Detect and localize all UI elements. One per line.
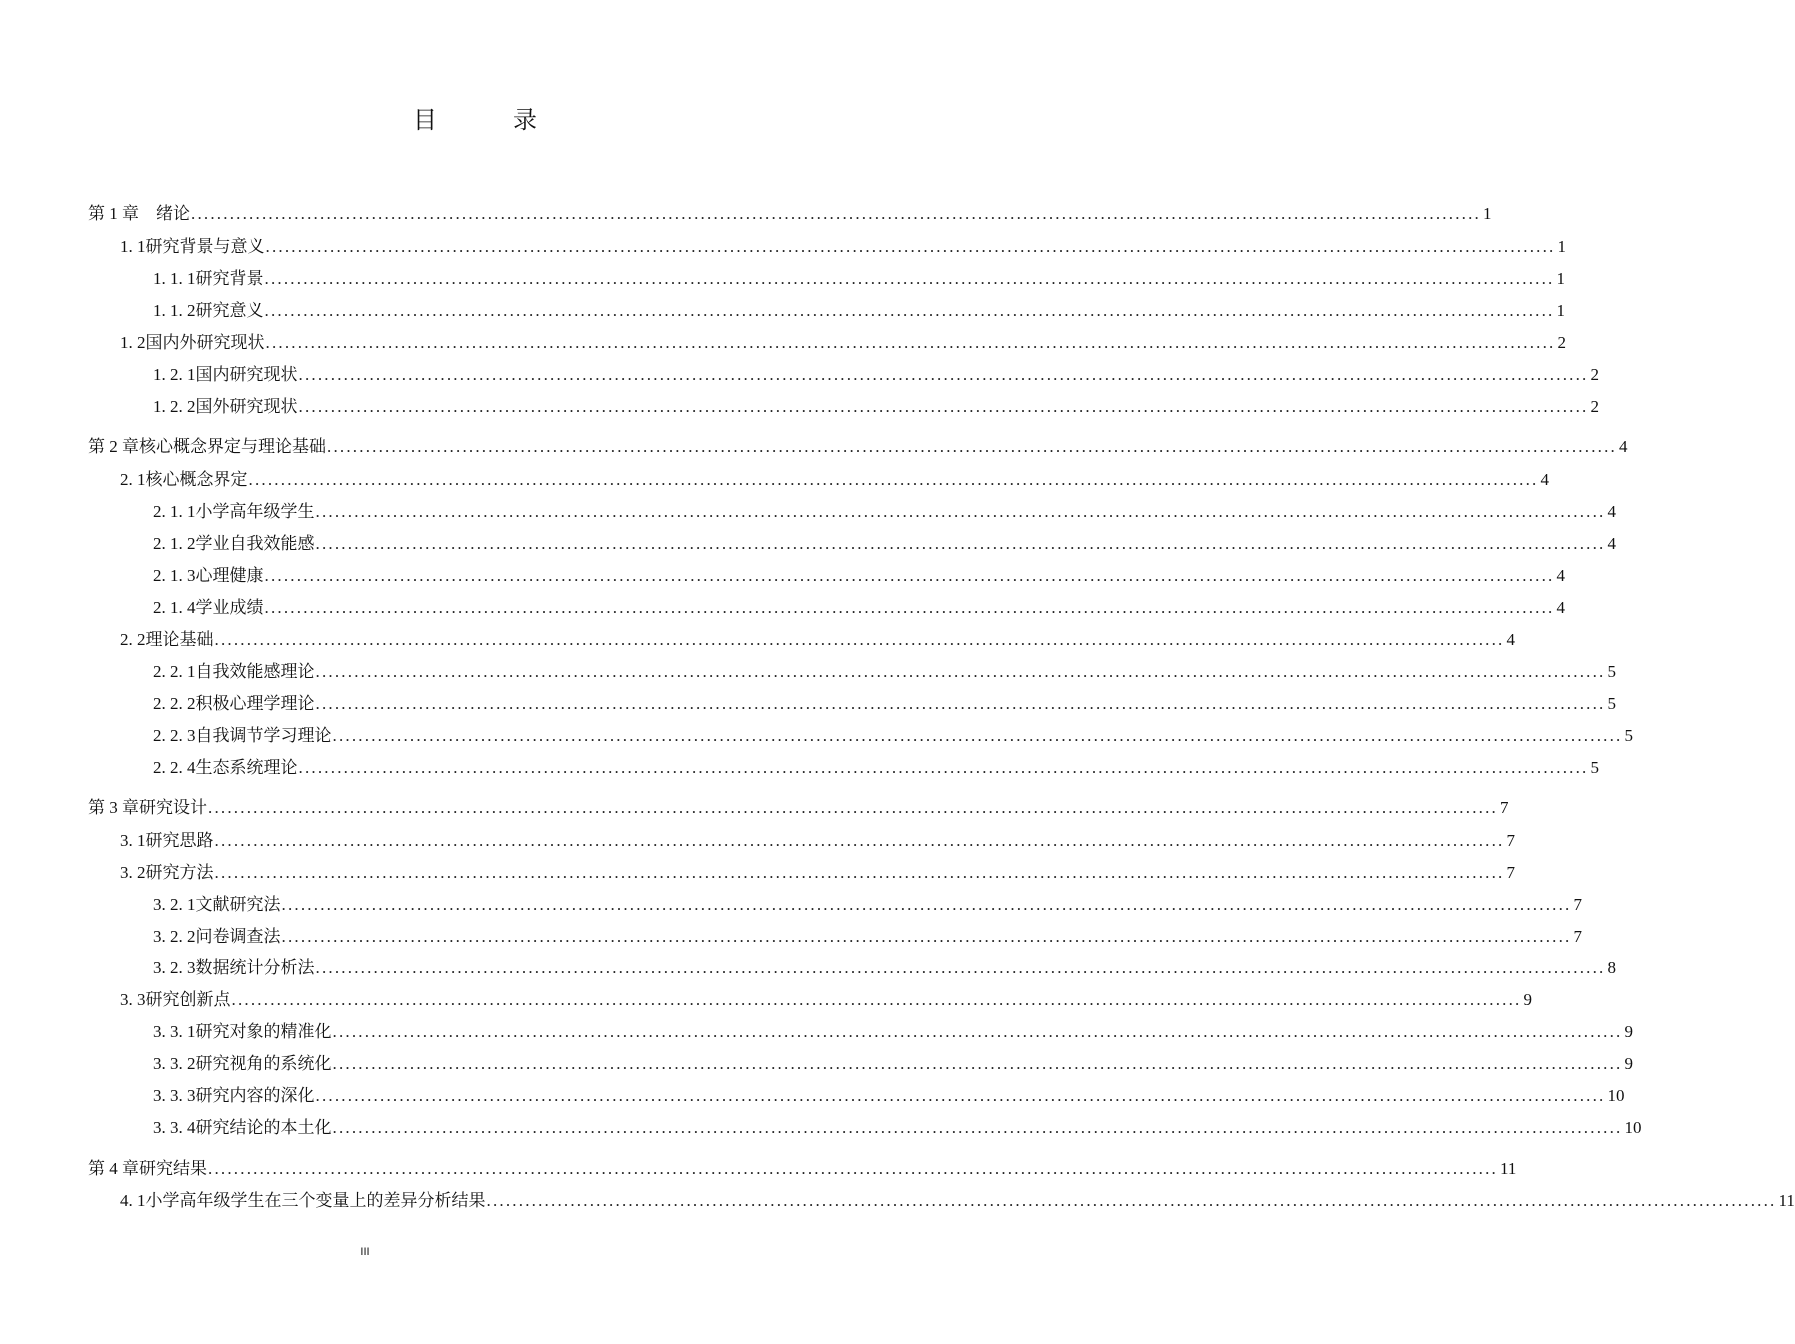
toc-entry-page: 10: [1607, 1086, 1625, 1105]
toc-entry-title: 研究方法: [145, 863, 214, 882]
toc-entry-title: 小学高年级学生在三个变量上的差异分析结果: [145, 1191, 486, 1210]
dot-leader: ........................................................................................................................................................................................................: [332, 1118, 1623, 1137]
toc-entry-title: 研究结论的本土化: [195, 1118, 332, 1137]
toc-entry-page: 7: [1500, 798, 1509, 817]
toc-entry-number: 第 1 章: [88, 204, 139, 223]
toc-entry-title: 国内研究现状: [195, 365, 298, 384]
toc-entry-number: 2. 2. 2: [153, 694, 196, 713]
toc-subsection-entry[interactable]: [153, 267, 1565, 291]
toc-entry-page: 5: [1624, 726, 1633, 745]
toc-entry-number: 2. 2. 4: [153, 758, 196, 777]
toc-entry-number: 3. 3. 2: [153, 1054, 196, 1073]
toc-chapter-entry[interactable]: [88, 202, 1492, 226]
toc-entry-title: 核心概念界定: [145, 470, 248, 489]
toc-entry-number: 1. 1. 2: [153, 301, 196, 320]
toc-entry-page: 1: [1483, 204, 1492, 223]
toc-entry-page: 4: [1506, 630, 1515, 649]
toc-entry-number: 2. 1. 1: [153, 502, 196, 521]
toc-entry-page: 2: [1590, 397, 1599, 416]
dot-leader: ........................................................................................................................................................................................................: [248, 470, 1539, 489]
toc-entry-number: 3. 3. 1: [153, 1022, 196, 1041]
toc-entry-number: 3. 3. 4: [153, 1118, 196, 1137]
toc-subsection-entry[interactable]: [153, 1084, 1625, 1108]
toc-subsection-entry[interactable]: [153, 596, 1565, 620]
toc-entry-page: 1: [1556, 269, 1565, 288]
dot-leader: ........................................................................................................................................................................................................: [264, 269, 1555, 288]
toc-section-entry[interactable]: [120, 1189, 1795, 1213]
toc-entry-title: 问卷调查法: [195, 927, 281, 946]
toc-subsection-entry[interactable]: [153, 1020, 1633, 1044]
dot-leader: ........................................................................................................................................................................................................: [214, 863, 1505, 882]
toc-section-entry[interactable]: [120, 628, 1515, 652]
toc-entry-page: 4: [1607, 502, 1616, 521]
toc-entry-title: 绪论: [139, 204, 190, 223]
dot-leader: ........................................................................................................................................................................................................: [208, 798, 1498, 817]
toc-entry-number: 1. 1. 1: [153, 269, 196, 288]
toc-entry-page: 1: [1556, 301, 1565, 320]
dot-leader: ........................................................................................................................................................................................................: [327, 437, 1617, 456]
toc-entry-number: 3. 2: [120, 863, 146, 882]
dot-leader: ........................................................................................................................................................................................................: [298, 758, 1589, 777]
toc-entry-title: 生态系统理论: [195, 758, 298, 777]
toc-subsection-entry[interactable]: [153, 925, 1582, 949]
toc-subsection-entry[interactable]: [153, 660, 1616, 684]
toc-entry-title: 心理健康: [195, 566, 264, 585]
toc-entry-title: 自我效能感理论: [195, 662, 315, 681]
toc-subsection-entry[interactable]: [153, 532, 1616, 556]
toc-section-entry[interactable]: [120, 861, 1515, 885]
toc-entry-page: 10: [1624, 1118, 1642, 1137]
toc-entry-number: 1. 2. 2: [153, 397, 196, 416]
toc-entry-title: 研究思路: [145, 831, 214, 850]
toc-entry-title: 学业成绩: [195, 598, 264, 617]
toc-subsection-entry[interactable]: [153, 395, 1599, 419]
toc-entry-page: 9: [1523, 990, 1532, 1009]
dot-leader: ........................................................................................................................................................................................................: [315, 1086, 1606, 1105]
toc-entry-number: 1. 1: [120, 237, 146, 256]
toc-entry-page: 2: [1557, 333, 1566, 352]
dot-leader: ........................................................................................................................................................................................................: [264, 598, 1555, 617]
toc-entry-number: 2. 2. 1: [153, 662, 196, 681]
toc-subsection-entry[interactable]: [153, 692, 1616, 716]
toc-entry-title: 研究内容的深化: [195, 1086, 315, 1105]
toc-entry-number: 2. 1. 4: [153, 598, 196, 617]
toc-entry-number: 2. 1. 3: [153, 566, 196, 585]
toc-entry-page: 4: [1607, 534, 1616, 553]
toc-entry-title: 研究结果: [139, 1159, 207, 1178]
toc-entry-page: 11: [1778, 1191, 1795, 1210]
dot-leader: ........................................................................................................................................................................................................: [315, 502, 1606, 521]
toc-entry-title: 国内外研究现状: [145, 333, 265, 352]
toc-entry-page: 4: [1619, 437, 1628, 456]
toc-entry-page: 7: [1506, 831, 1515, 850]
dot-leader: ........................................................................................................................................................................................................: [332, 726, 1623, 745]
toc-entry-number: 第 2 章: [88, 437, 139, 456]
toc-entry-number: 第 3 章: [88, 798, 139, 817]
dot-leader: ........................................................................................................................................................................................................: [191, 204, 1481, 223]
toc-subsection-entry[interactable]: [153, 724, 1633, 748]
toc-entry-number: 3. 2. 1: [153, 895, 196, 914]
toc-entry-title: 自我调节学习理论: [195, 726, 332, 745]
dot-leader: ........................................................................................................................................................................................................: [214, 831, 1505, 850]
toc-entry-page: 7: [1573, 927, 1582, 946]
toc-entry-page: 4: [1556, 566, 1565, 585]
toc-entry-number: 2. 1: [120, 470, 146, 489]
toc-entry-number: 1. 2. 1: [153, 365, 196, 384]
toc-entry-page: 7: [1506, 863, 1515, 882]
toc-section-entry[interactable]: [120, 988, 1532, 1012]
toc-entry-title: 研究创新点: [145, 990, 231, 1009]
toc-subsection-entry[interactable]: [153, 893, 1582, 917]
dot-leader: ........................................................................................................................................................................................................: [264, 566, 1555, 585]
toc-entry-title: 研究设计: [139, 798, 207, 817]
toc-entry-page: 9: [1624, 1022, 1633, 1041]
toc-section-entry[interactable]: [120, 235, 1566, 259]
toc-section-entry[interactable]: [120, 331, 1566, 355]
toc-subsection-entry[interactable]: [153, 363, 1599, 387]
toc-entry-page: 11: [1500, 1159, 1517, 1178]
toc-subsection-entry[interactable]: [153, 500, 1616, 524]
toc-entry-number: 1. 2: [120, 333, 146, 352]
toc-entry-number: 3. 3. 3: [153, 1086, 196, 1105]
toc-entry-page: 1: [1557, 237, 1566, 256]
toc-chapter-entry[interactable]: [88, 796, 1509, 820]
dot-leader: ........................................................................................................................................................................................................: [264, 301, 1555, 320]
toc-entry-title: 研究背景与意义: [145, 237, 265, 256]
dot-leader: ........................................................................................................................................................................................................: [315, 694, 1606, 713]
toc-subsection-entry[interactable]: [153, 564, 1565, 588]
toc-entry-number: 2. 2. 3: [153, 726, 196, 745]
toc-chapter-entry[interactable]: [88, 435, 1628, 459]
toc-entry-number: 3. 2. 3: [153, 958, 196, 977]
toc-chapter-entry[interactable]: [88, 1157, 1517, 1181]
toc-entry-title: 理论基础: [145, 630, 214, 649]
toc-entry-title: 数据统计分析法: [195, 958, 315, 977]
toc-entry-page: 4: [1556, 598, 1565, 617]
toc-entry-title: 核心概念界定与理论基础: [139, 437, 326, 456]
dot-leader: ........................................................................................................................................................................................................: [315, 958, 1606, 977]
toc-title: 目 录: [413, 108, 563, 134]
toc-section-entry[interactable]: [120, 829, 1515, 853]
dot-leader: ........................................................................................................................................................................................................: [332, 1022, 1623, 1041]
dot-leader: ........................................................................................................................................................................................................: [298, 397, 1589, 416]
toc-subsection-entry[interactable]: [153, 299, 1565, 323]
toc-entry-number: 3. 2. 2: [153, 927, 196, 946]
dot-leader: ........................................................................................................................................................................................................: [265, 333, 1556, 352]
toc-section-entry[interactable]: [120, 468, 1549, 492]
toc-subsection-entry[interactable]: [153, 756, 1599, 780]
toc-entry-page: 2: [1590, 365, 1599, 384]
toc-entry-title: 研究背景: [195, 269, 264, 288]
dot-leader: ........................................................................................................................................................................................................: [265, 237, 1556, 256]
toc-entry-title: 研究意义: [195, 301, 264, 320]
dot-leader: ........................................................................................................................................................................................................: [208, 1159, 1498, 1178]
dot-leader: ........................................................................................................................................................................................................: [214, 630, 1505, 649]
toc-entry-page: 7: [1573, 895, 1582, 914]
toc-entry-title: 国外研究现状: [195, 397, 298, 416]
dot-leader: ........................................................................................................................................................................................................: [315, 534, 1606, 553]
dot-leader: ........................................................................................................................................................................................................: [281, 927, 1572, 946]
toc-entry-number: 3. 1: [120, 831, 146, 850]
toc-entry-page: 5: [1590, 758, 1599, 777]
toc-subsection-entry[interactable]: [153, 1052, 1633, 1076]
toc-entry-title: 研究视角的系统化: [195, 1054, 332, 1073]
dot-leader: ........................................................................................................................................................................................................: [231, 990, 1522, 1009]
toc-entry-number: 3. 3: [120, 990, 146, 1009]
toc-entry-title: 文献研究法: [195, 895, 281, 914]
toc-entry-title: 学业自我效能感: [195, 534, 315, 553]
toc-entry-title: 研究对象的精准化: [195, 1022, 332, 1041]
page-number: III: [360, 1246, 370, 1258]
toc-entry-page: 9: [1624, 1054, 1633, 1073]
toc-entry-number: 第 4 章: [88, 1159, 139, 1178]
dot-leader: ........................................................................................................................................................................................................: [486, 1191, 1777, 1210]
toc-entry-page: 8: [1607, 958, 1616, 977]
toc-entry-number: 2. 1. 2: [153, 534, 196, 553]
toc-entry-title: 小学高年级学生: [195, 502, 315, 521]
dot-leader: ........................................................................................................................................................................................................: [315, 662, 1606, 681]
toc-subsection-entry[interactable]: [153, 956, 1616, 980]
dot-leader: ........................................................................................................................................................................................................: [298, 365, 1589, 384]
toc-entry-page: 4: [1540, 470, 1549, 489]
toc-entry-number: 4. 1: [120, 1191, 146, 1210]
toc-entry-page: 5: [1607, 694, 1616, 713]
toc-entry-number: 2. 2: [120, 630, 146, 649]
dot-leader: ........................................................................................................................................................................................................: [332, 1054, 1623, 1073]
toc-entry-page: 5: [1607, 662, 1616, 681]
toc-entry-title: 积极心理学理论: [195, 694, 315, 713]
toc-subsection-entry[interactable]: [153, 1116, 1642, 1140]
dot-leader: ........................................................................................................................................................................................................: [281, 895, 1572, 914]
